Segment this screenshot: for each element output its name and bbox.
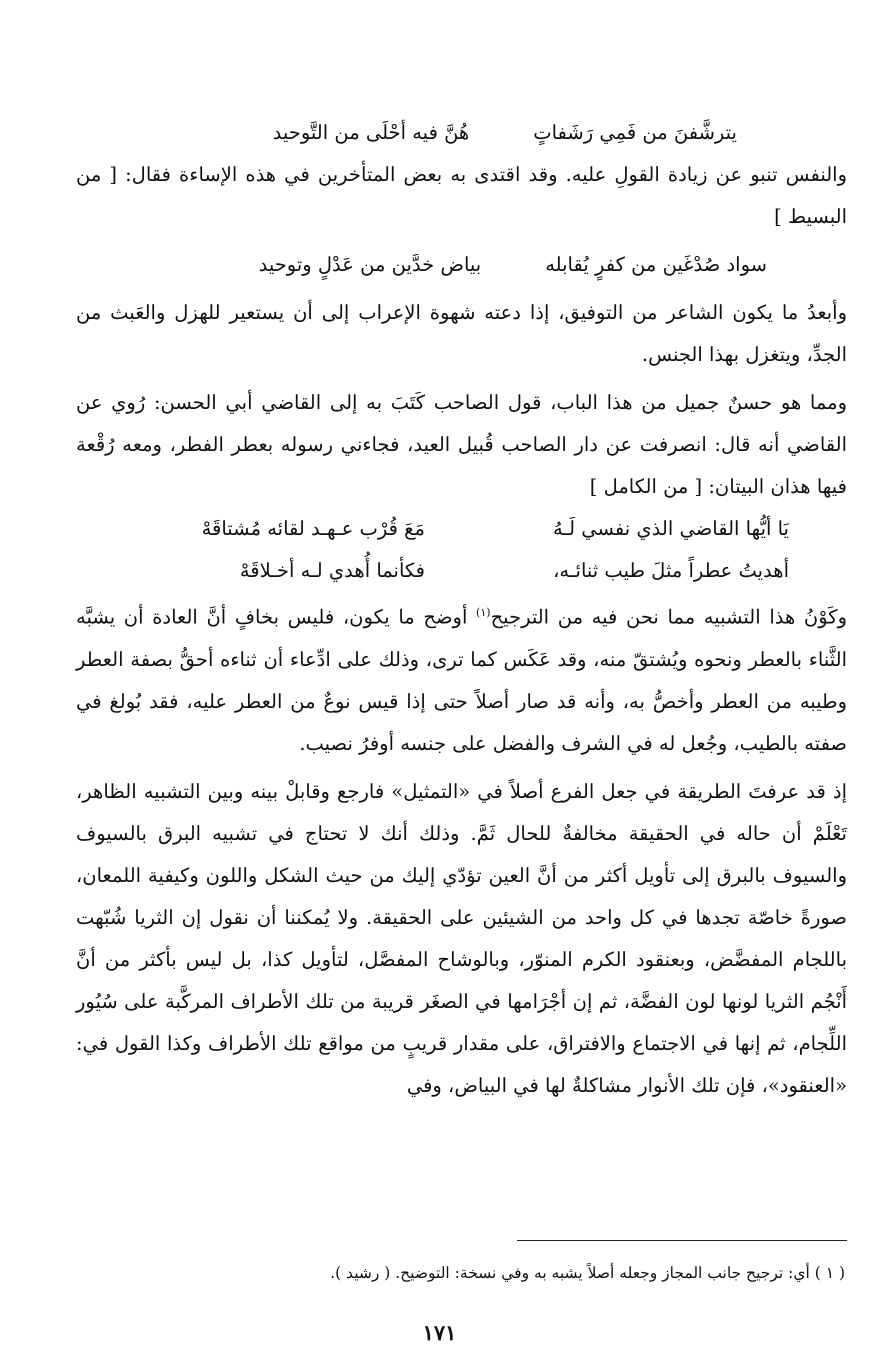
verse-hemistich-right: يَا أيُّها القاضي الذي نفسي لَـهُ: [552, 517, 789, 540]
body-text: [76, 112, 847, 1107]
verse-line: [76, 508, 847, 550]
verse-hemistich-left: مَعَ قُرْب عـهـد لقائه مُشتاقَهْ: [201, 517, 425, 540]
verse-line: [76, 112, 847, 154]
verse-line: [76, 244, 847, 286]
verse-hemistich-right: سواد صُدْغَين من كفرٍ يُقابله: [545, 253, 767, 276]
verse-hemistich-left: هُنَّ فيه أحْلَى من التَّوحيد: [272, 121, 470, 144]
verse-hemistich-left: بياض خدَّين من عَدْلٍ وتوحيد: [258, 253, 482, 276]
paragraph-text: أوضح ما يكون، فليس بخافٍ أنَّ العادة أن يشبَّه الثَّناء بالعطر ونحوه ويُشتقّ منه، وقد عَكَس كما ترى، وذلك على ادِّعاء أن ثناءه أحقُّ بصفة العطر وطيبه من العطر وأخصُّ به، وأنه قد صار أصلاً حتى إذا قيس نوعٌ من العطر عليه، فقد بُولغ في صفته بالطيب، وجُعل له في الشرف والفضل على جنسه أوفرُ نصيب.: [76, 605, 847, 755]
verse-hemistich-right: أهديتُ عطراً مثلَ طيب ثنائـه،: [553, 559, 789, 582]
verse-hemistich-left: فكأنما أُهدي لـه أخـلاقَهْ: [239, 559, 425, 582]
page-number: ١٧١: [422, 1320, 457, 1345]
footnote: ( ١ ) أي: ترجيح جانب المجاز وجعله أصلاً يشبه به وفي نسخة: التوضيح. ( رشيد ).: [330, 1264, 845, 1282]
verse-line: [76, 550, 847, 592]
footnote-reference: (١): [476, 606, 491, 619]
verse-hemistich-right: يترشَّفنَ من فَمِي رَشَفاتٍ: [533, 121, 737, 144]
paragraph: إذ قد عرفتَ الطريقة في جعل الفرع أصلاً في «التمثيل» فارجع وقابلْ بينه وبين التشبيه الظاهر، تَعْلَمْ أن حاله في الحقيقة مخالفةٌ للحال ثَمَّ. وذلك أنك لا تحتاج في تشبيه البرق بالسيوف والسيوف بالبرق إلى تأويل أكثر من أنَّ العين تؤدّي إليك من حيث الشكل واللون وكيفية اللمعان، صورةً خاصّة تجدها في كل واحد من الشيئين على الحقيقة. ولا يُمكننا أن نقول إن الثريا شُبّهت باللجام المفضَّض، وبعنقود الكرم المنوّر، وبالوشاح المفصَّل، لتأويل كذا، بل ليس بأكثر من أنَّ أَنْجُم الثريا لونها لون الفضَّة، ثم إن أجْرَامها في الصغَر قريبة من تلك الأطراف المركَّبة على سُيُور اللِّجام، ثم إنها في الاجتماع والافتراق، على مقدار قريبٍ من مواقع تلك الأطراف وكذا القول في: «العنقود»، فإن تلك الأنوار مشاكلةٌ لها في البياض، وفي: [76, 779, 847, 1097]
footnote-divider: [517, 1240, 847, 1241]
paragraph: ومما هو حسنٌ جميل من هذا الباب، قول الصاحب كَتَبَ به إلى القاضي أبي الحسن: رُوي عن القاضي أنه قال: انصرفت عن دار الصاحب قُبيل العيد، فجاءني رسوله بعطر الفطر، ومعه رُقْعة فيها هذان البيتان: [ من الكامل ]: [76, 391, 847, 498]
paragraph: وأبعدُ ما يكون الشاعر من التوفيق، إذا دعته شهوة الإعراب إلى أن يستعير للهزل والعَبث من الجدِّ، ويتغزل بهذا الجنس.: [76, 301, 847, 366]
paragraph-text: وكَوْنُ هذا التشبيه مما نحن فيه من الترجيح: [490, 605, 847, 629]
paragraph: والنفس تنبو عن زيادة القولِ عليه. وقد اقتدى به بعض المتأخرين في هذه الإساءة فقال: [ من البسيط ]: [76, 163, 847, 228]
paragraph: [76, 592, 847, 765]
